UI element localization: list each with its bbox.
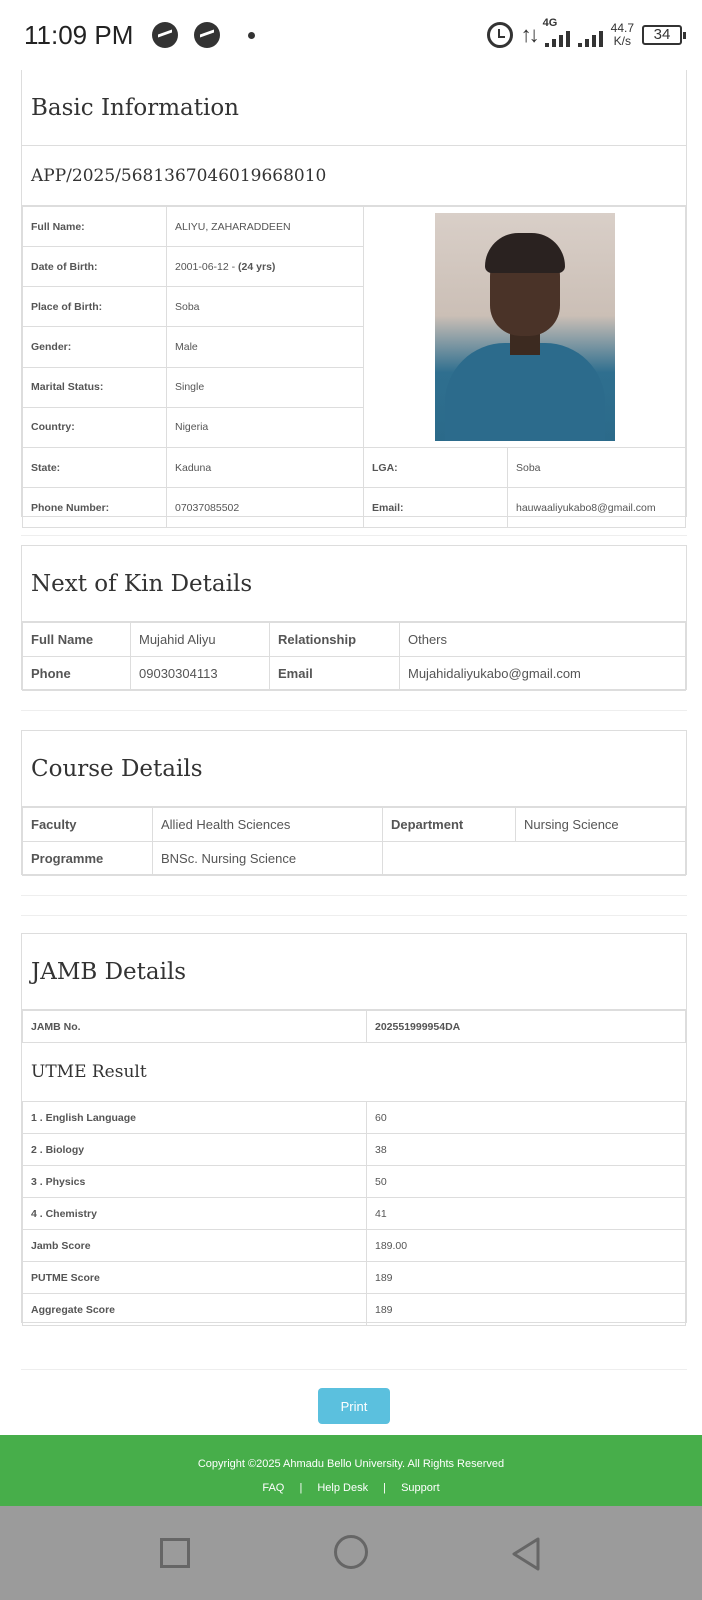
home-icon[interactable] [334,1535,368,1569]
course-details-title: Course Details [31,755,203,782]
utme-result-title: UTME Result [31,1062,147,1082]
lga-label: LGA: [364,448,508,488]
gender-value: Male [167,327,364,367]
next-of-kin-title: Next of Kin Details [31,570,253,597]
status-bar [0,0,702,70]
state-label: State: [23,448,167,488]
battery-icon: 34 [642,25,682,45]
email-value: hauwaaliyukabo8@gmail.com [508,488,686,528]
back-icon[interactable] [510,1536,542,1572]
recent-apps-icon[interactable] [160,1538,190,1568]
country-label: Country: [23,407,167,447]
lga-value: Soba [508,448,686,488]
age-value: (24 yrs) [238,260,276,273]
table-row: 1 . English Language 60 [23,1102,686,1134]
support-link[interactable]: Support [401,1482,440,1494]
table-row: Jamb Score 189.00 [23,1230,686,1262]
signal-icon [542,17,603,47]
pob-label: Place of Birth: [23,287,167,327]
phone-value: 07037085502 [167,488,364,528]
programme-value: BNSc. Nursing Science [153,842,383,876]
course-details-table [22,807,686,876]
table-row: 4 . Chemistry 41 [23,1198,686,1230]
department-value: Nursing Science [516,808,686,842]
utme-result-table [22,1101,686,1326]
nok-full-name-value: Mujahid Aliyu [131,623,270,657]
nok-email-value: Mujahidaliyukabo@gmail.com [400,657,686,691]
course-details-panel [21,730,687,875]
notification-dot-icon [248,32,255,39]
nok-full-name-label: Full Name [23,623,131,657]
next-of-kin-panel [21,545,687,690]
copyright-text: Copyright ©2025 Ahmadu Bello University. All Rights Reserved [197,1458,505,1470]
pob-value: Soba [167,287,364,327]
status-time: 11:09 PM [24,20,134,50]
faq-link[interactable]: FAQ [262,1482,285,1494]
navigation-bar [0,1506,702,1600]
department-label: Department [383,808,516,842]
next-of-kin-table [22,622,686,691]
table-row: 3 . Physics 50 [23,1166,686,1198]
messenger-icon [194,22,220,48]
programme-label: Programme [23,842,153,876]
application-id: APP/2025/5681367046019668010 [31,165,327,186]
passport-photo [435,213,615,441]
jamb-no-value: 202551999954DA [367,1011,686,1043]
network-type: 4G [542,17,558,29]
help-desk-link[interactable]: Help Desk [317,1482,369,1494]
phone-label: Phone Number: [23,488,167,528]
table-row: 2 . Biology 38 [23,1134,686,1166]
jamb-details-title: JAMB Details [31,958,187,985]
email-label: Email: [364,488,508,528]
state-value: Kaduna [167,448,364,488]
jamb-number-table [22,1010,686,1043]
nok-phone-value: 09030304113 [131,657,270,691]
table-row: Aggregate Score 189 [23,1294,686,1326]
alarm-icon [487,22,513,48]
faculty-label: Faculty [23,808,153,842]
jamb-details-panel [21,933,687,1323]
print-button[interactable]: Print [318,1388,390,1424]
marital-status-label: Marital Status: [23,367,167,407]
nok-relationship-label: Relationship [270,623,400,657]
basic-info-table [22,206,686,528]
country-value: Nigeria [167,407,364,447]
dob-label: Date of Birth: [23,247,167,287]
footer: Copyright ©2025 Ahmadu Bello University. All Rights Reserved FAQ | Help Desk | Support [0,1435,702,1506]
nok-phone-label: Phone [23,657,131,691]
messenger-icon [152,22,178,48]
nok-relationship-value: Others [400,623,686,657]
passport-photo-cell [364,207,686,448]
faculty-value: Allied Health Sciences [153,808,383,842]
network-speed: 44.7 K/s [610,21,634,48]
dob-value: 2001-06-12 - (24 yrs) [167,247,364,287]
jamb-no-label: JAMB No. [23,1011,367,1043]
full-name-value: ALIYU, ZAHARADDEEN [167,207,364,247]
nok-email-label: Email [270,657,400,691]
table-row: PUTME Score 189 [23,1262,686,1294]
data-arrows-icon: ↑↓ [520,22,537,47]
full-name-label: Full Name: [23,207,167,247]
gender-label: Gender: [23,327,167,367]
basic-information-panel [21,70,687,517]
basic-information-title: Basic Information [31,94,239,121]
marital-status-value: Single [167,367,364,407]
